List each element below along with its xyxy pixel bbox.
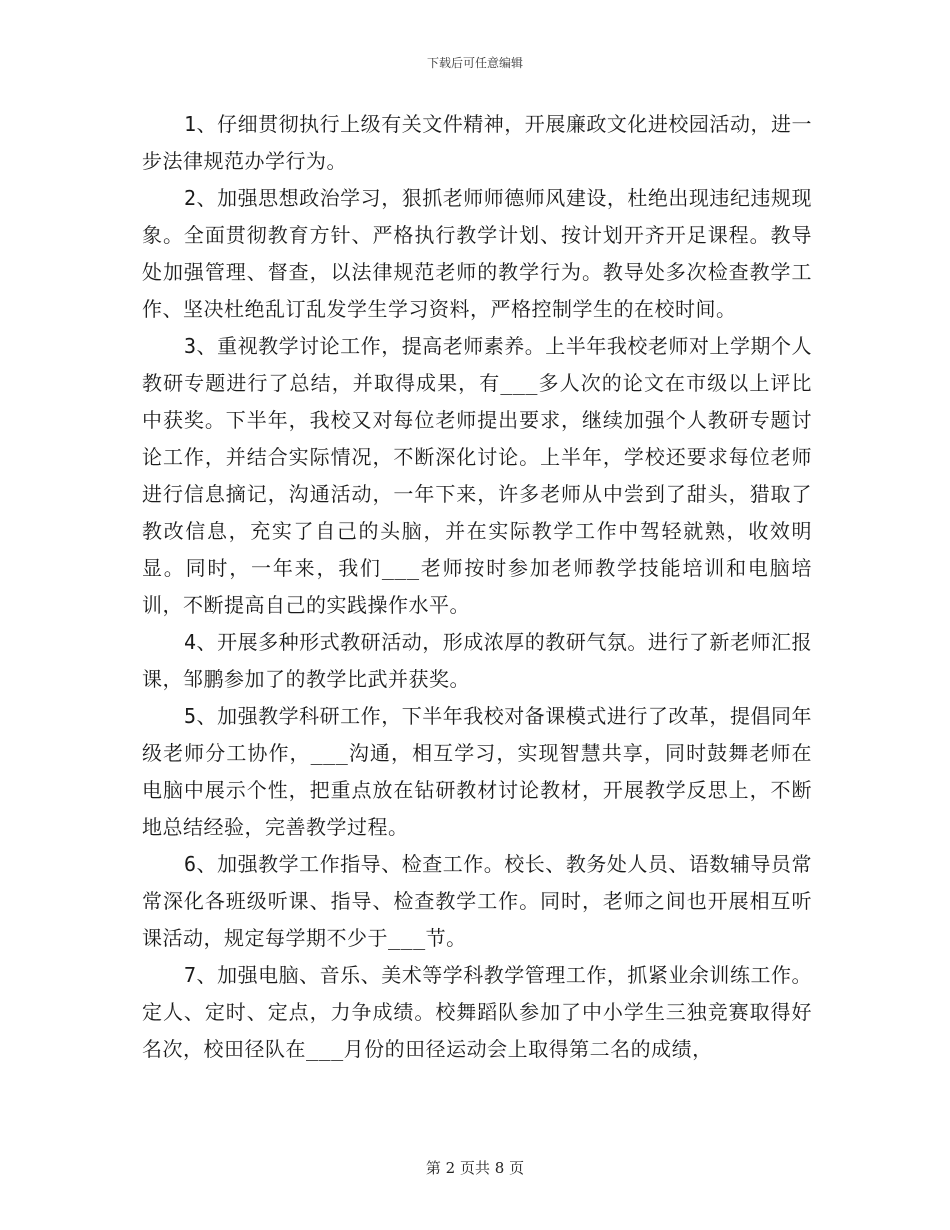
- paragraph-1: 1、仔细贯彻执行上级有关文件精神，开展廉政文化进校园活动，进一步法律规范办学行为。: [142, 112, 812, 173]
- paragraph-7: 7、加强电脑、音乐、美术等学科教学管理工作，抓紧业余训练工作。定人、定时、定点，力争成绩。校舞蹈队参加了中小学生三独竞赛取得好名次，校田径队在___月份的田径运动会上取得第二名的成绩，: [142, 963, 812, 1061]
- page-number-footer: 第 2 页共 8 页: [425, 1159, 525, 1177]
- document-body: [142, 106, 812, 1068]
- paragraph-4: 4、开展多种形式教研活动，形成浓厚的教研气氛。进行了新老师汇报课，邹鹏参加了的教学比武并获奖。: [142, 630, 812, 691]
- page-header: 下载后可任意编辑: [426, 56, 523, 70]
- paragraph-2: 2、加强思想政治学习，狠抓老师师德师风建设，杜绝出现违纪违规现象。全面贯彻教育方针、严格执行教学计划、按计划开齐开足课程。教导处加强管理、督查，以法律规范老师的教学行为。教导处多次检查教学工作、坚决杜绝乱订乱发学生学习资料，严格控制学生的在校时间。: [142, 186, 812, 321]
- paragraph-5: 5、加强教学科研工作，下半年我校对备课模式进行了改革，提倡同年级老师分工协作，___沟通，相互学习，实现智慧共享，同时鼓舞老师在电脑中展示个性，把重点放在钻研教材讨论教材，开展教学反思上，不断地总结经验，完善教学过程。: [142, 704, 812, 839]
- paragraph-3: 3、重视教学讨论工作，提高老师素养。上半年我校老师对上学期个人教研专题进行了总结，并取得成果，有___多人次的论文在市级以上评比中获奖。下半年，我校又对每位老师提出要求，继续加强个人教研专题讨论工作，并结合实际情况，不断深化讨论。上半年，学校还要求每位老师进行信息摘记，沟通活动，一年下来，许多老师从中尝到了甜头，猎取了教改信息，充实了自己的头脑，并在实际教学工作中驾轻就熟，收效明显。同时，一年来，我们___老师按时参加老师教学技能培训和电脑培训，不断提高自己的实践操作水平。: [142, 334, 812, 617]
- paragraph-6: 6、加强教学工作指导、检查工作。校长、教务处人员、语数辅导员常常深化各班级听课、指导、检查教学工作。同时，老师之间也开展相互听课活动，规定每学期不少于___节。: [142, 852, 812, 950]
